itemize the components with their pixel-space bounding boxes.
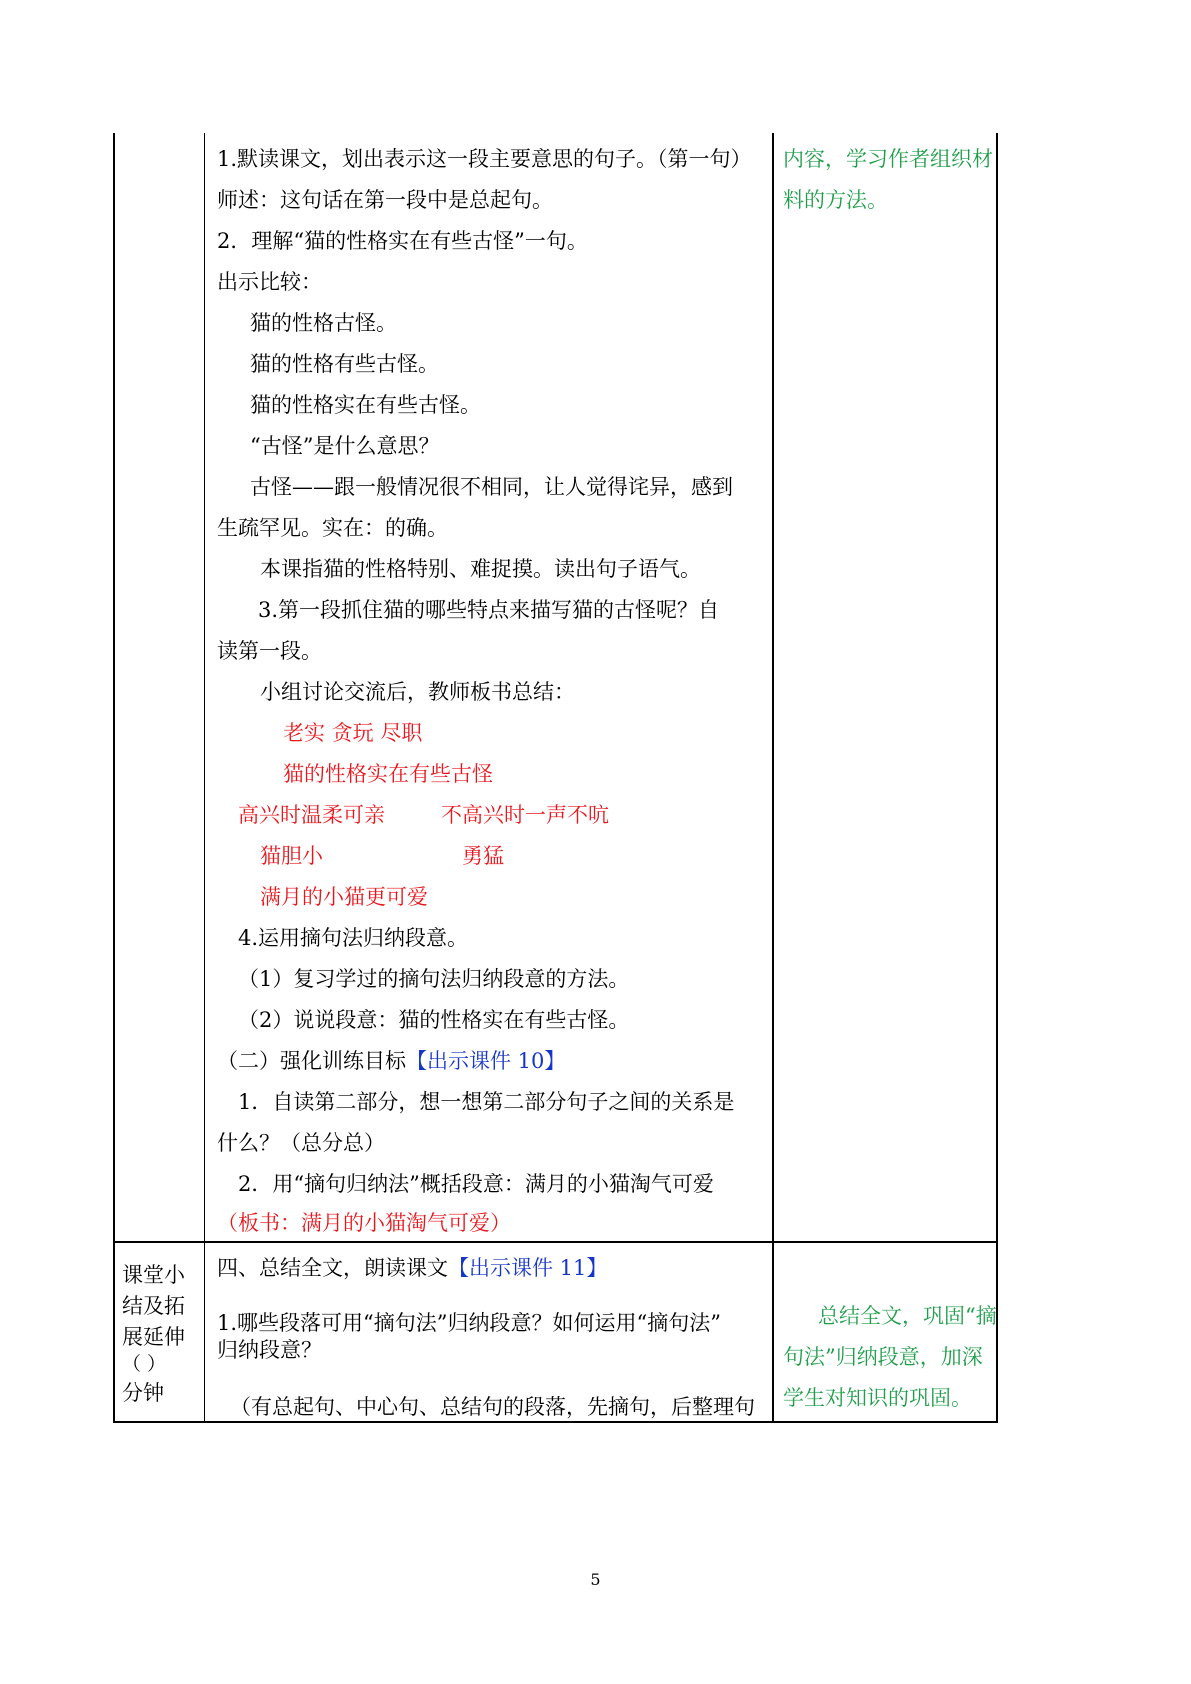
board-trait-timid: 猫胆小	[260, 844, 323, 868]
lesson-line: 1．自读第二部分，想一想第二部分句子之间的关系是	[238, 1090, 735, 1114]
training-goal-heading: （二）强化训练目标	[217, 1049, 406, 1073]
table-right-border	[996, 133, 998, 1423]
board-traits: 老实 贪玩 尽职	[283, 721, 423, 745]
summary-line: 归纳段意？	[217, 1338, 322, 1362]
table-row-divider	[113, 1241, 998, 1243]
lesson-line: 小组讨论交流后，教师板书总结：	[260, 680, 575, 704]
intent-note-line: 料的方法。	[783, 188, 888, 212]
stage-label-line: （ ）	[122, 1353, 167, 1375]
summary-note-line: 学生对知识的巩固。	[783, 1386, 972, 1410]
board-main-sentence: 猫的性格实在有些古怪	[283, 762, 493, 786]
summary-note-line: 句法”归纳段意，加深	[783, 1345, 983, 1369]
courseware-link-11: 【出示课件 11】	[448, 1256, 608, 1280]
lesson-line: 读第一段。	[217, 639, 322, 663]
lesson-line	[217, 1048, 565, 1074]
lesson-line: 猫的性格实在有些古怪。	[250, 393, 481, 417]
courseware-link-10: 【出示课件 10】	[406, 1049, 566, 1073]
lesson-line: 出示比较：	[217, 270, 322, 294]
table-left-border	[113, 133, 115, 1423]
lesson-line: 师述：这句话在第一段中是总起句。	[217, 188, 553, 212]
lesson-line: 什么？（总分总）	[217, 1131, 385, 1155]
summary-note-line: 总结全文，巩固“摘	[818, 1304, 997, 1328]
lesson-line: 猫的性格有些古怪。	[250, 352, 439, 376]
summary-line: 1.哪些段落可用“摘句法”归纳段意？如何运用“摘句法”	[217, 1311, 721, 1335]
table-bottom-border	[113, 1421, 998, 1423]
board-kitten: 满月的小猫更可爱	[260, 885, 428, 909]
board-trait-brave: 勇猛	[462, 844, 504, 868]
lesson-line: 生疏罕见。实在：的确。	[217, 516, 448, 540]
lesson-line: 2．理解“猫的性格实在有些古怪”一句。	[217, 229, 588, 253]
lesson-line: （1）复习学过的摘句法归纳段意的方法。	[238, 967, 630, 991]
intent-note-line: 内容，学习作者组织材	[783, 147, 993, 171]
board-trait-silent: 不高兴时一声不吭	[441, 803, 609, 827]
stage-label-line: 结及拓	[122, 1294, 185, 1318]
lesson-line: 古怪——跟一般情况很不相同，让人觉得诧异，感到	[250, 475, 733, 499]
board-note: （板书：满月的小猫淘气可爱）	[217, 1211, 511, 1235]
lesson-line: （2）说说段意：猫的性格实在有些古怪。	[238, 1008, 630, 1032]
lesson-line: 3.第一段抓住猫的哪些特点来描写猫的古怪呢？自	[258, 598, 720, 622]
page-number: 5	[590, 1570, 601, 1589]
summary-line: （有总起句、中心句、总结句的段落，先摘句，后整理句	[230, 1395, 755, 1419]
lesson-line: 猫的性格古怪。	[250, 311, 397, 335]
lesson-line: 4.运用摘句法归纳段意。	[238, 926, 469, 950]
lesson-line: 本课指猫的性格特别、难捉摸。读出句子语气。	[260, 557, 701, 581]
board-trait-gentle: 高兴时温柔可亲	[238, 803, 385, 827]
stage-label-line: 分钟	[122, 1381, 164, 1405]
table-column-divider-1	[204, 133, 205, 1423]
lesson-line: 1.默读课文，划出表示这一段主要意思的句子。（第一句）	[217, 147, 752, 171]
lesson-line: 2．用“摘句归纳法”概括段意：满月的小猫淘气可爱	[238, 1172, 714, 1196]
summary-heading-line	[217, 1255, 607, 1281]
stage-label-line: 课堂小	[122, 1263, 185, 1287]
stage-label-line: 展延伸	[122, 1325, 185, 1349]
summary-heading: 四、总结全文，朗读课文	[217, 1256, 448, 1280]
table-column-divider-2	[772, 133, 774, 1423]
lesson-line: “古怪”是什么意思？	[250, 434, 440, 458]
